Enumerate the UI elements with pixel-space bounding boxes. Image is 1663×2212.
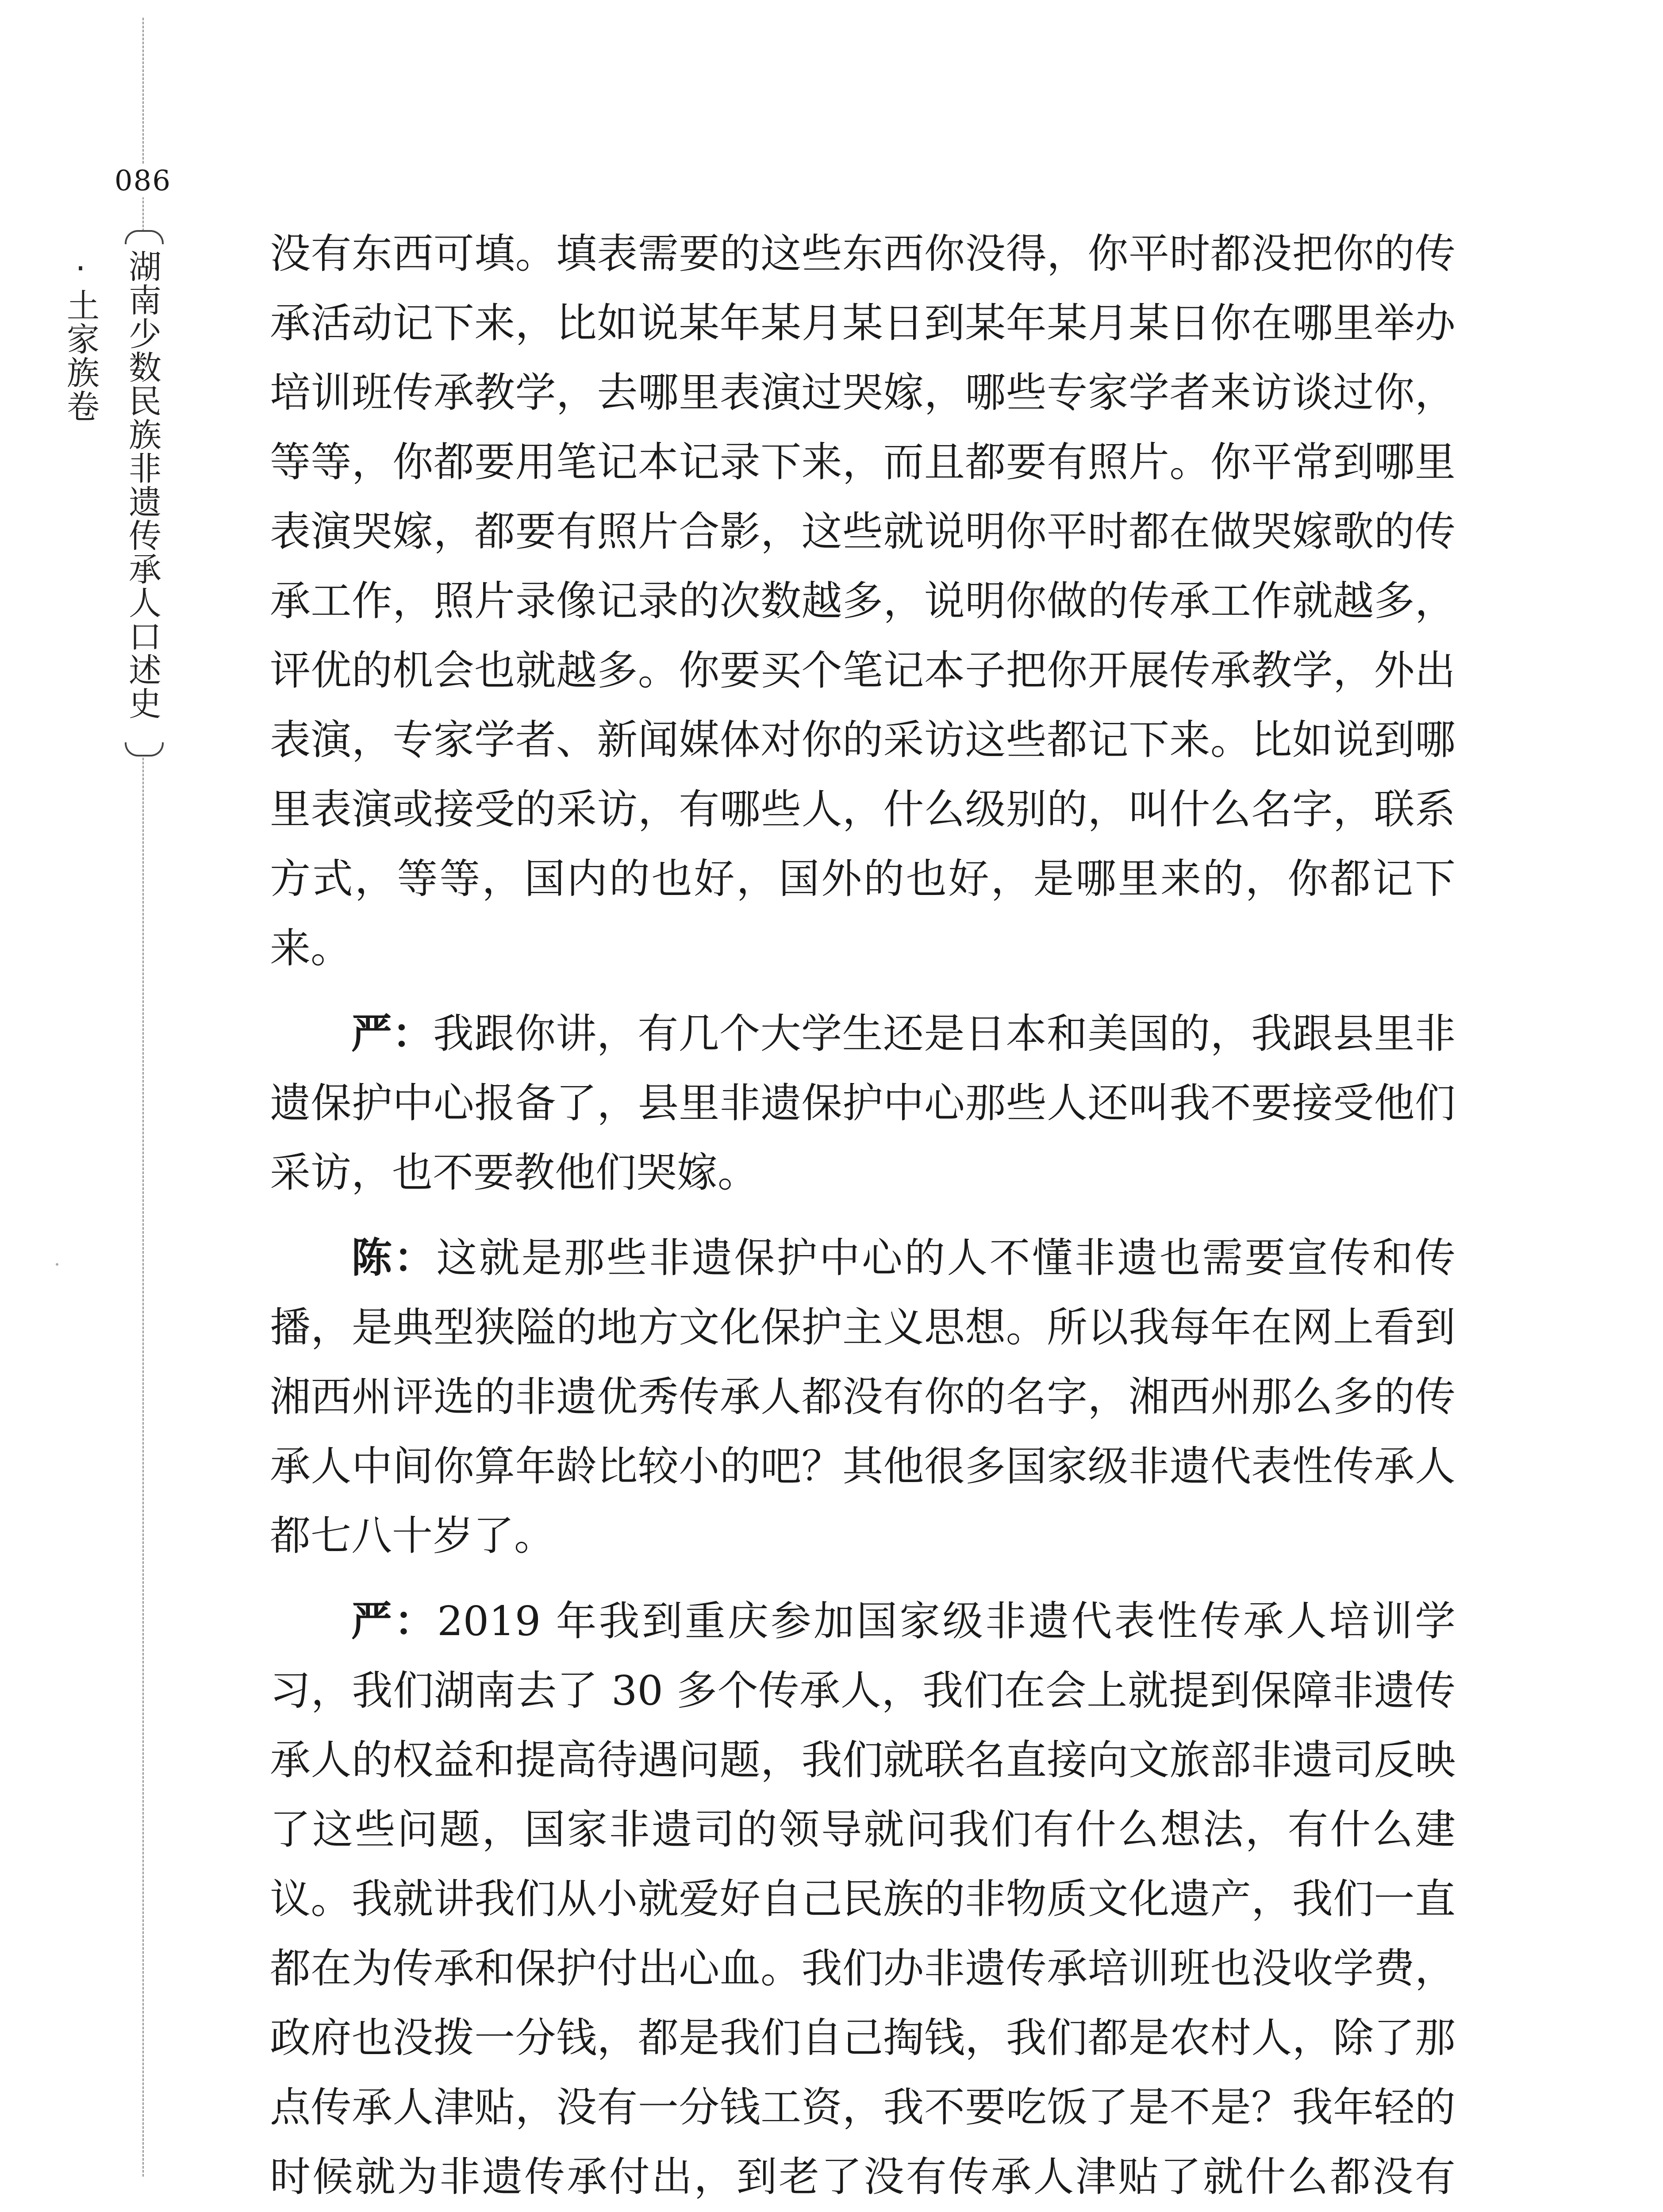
paragraph-1 — [270, 219, 1456, 983]
page-number: 086 — [110, 165, 176, 197]
running-title — [61, 230, 173, 757]
brace-top-ornament — [125, 230, 164, 244]
paragraph-1-text: 没有东西可填。填表需要的这些东西你没得，你平时都没把你的传承活动记下来，比如说某年某月某日到某年某月某日你在哪里举办培训班传承教学，去哪里表演过哭嫁，哪些专家学者来访谈过你，等等，你都要用笔记本记录下来，而且都要有照片。你平常到哪里表演哭嫁，都要有照片合影，这些就说明你平时都在做哭嫁歌的传承工作，照片录像记录的次数越多，说明你做的传承工作就越多，评优的机会也就越多。你要买个笔记本子把你开展传承教学，外出表演，专家学者、新闻媒体对你的采访这些都记下来。比如说到哪里表演或接受的采访，有哪些人，什么级别的，叫什么名字，联系方式，等等，国内的也好，国外的也好，是哪里来的，你都记下来。 — [270, 230, 1456, 972]
paragraph-4 — [270, 1586, 1456, 2212]
scan-speck — [56, 1263, 58, 1266]
running-title-text: 湖南少数民族非遗传承人口述史·土家族卷 — [61, 250, 161, 720]
paragraph-3-text: 这就是那些非遗保护中心的人不懂非遗也需要宣传和传播，是典型狭隘的地方文化保护主义思想。所以我每年在网上看到湘西州评选的非遗优秀传承人都没有你的名字，湘西州那么多的传承人中间你算年龄比较小的吧？其他很多国家级非遗代表性传承人都七八十岁了。 — [270, 1234, 1456, 1559]
paragraph-2-text: 我跟你讲，有几个大学生还是日本和美国的，我跟县里非遗保护中心报备了，县里非遗保护中心那些人还叫我不要接受他们采访，也不要教他们哭嫁。 — [270, 1010, 1456, 1196]
paragraph-3 — [270, 1223, 1456, 1571]
speaker-label: 严： — [351, 1597, 438, 1645]
speaker-label: 陈： — [351, 1234, 437, 1282]
body-text — [270, 219, 1456, 2212]
paragraph-2 — [270, 999, 1456, 1207]
paragraph-4-text: 2019 年我到重庆参加国家级非遗代表性传承人培训学习，我们湖南去了 30 多个传承人，我们在会上就提到保障非遗传承人的权益和提高待遇问题，我们就联名直接向文旅部非遗司反映了这些问题，国家非遗司的领导就问我们有什么想法，有什么建议。我就讲我们从小就爱好自己民族的非物质文化遗产，我们一直都在为传承和保护付出心血。我们办非遗传承培训班也没收学费，政府也没拨一分钱，都是我们自己掏钱，我们都是农村人，除了那点传承人津贴，没有一分钱工资，我不要吃饭了是不是？我年轻的时候就为非遗传承付出，到老了没有传承人津贴了就什么都没有 — [270, 1598, 1456, 2200]
speaker-label: 严： — [351, 1010, 433, 1057]
